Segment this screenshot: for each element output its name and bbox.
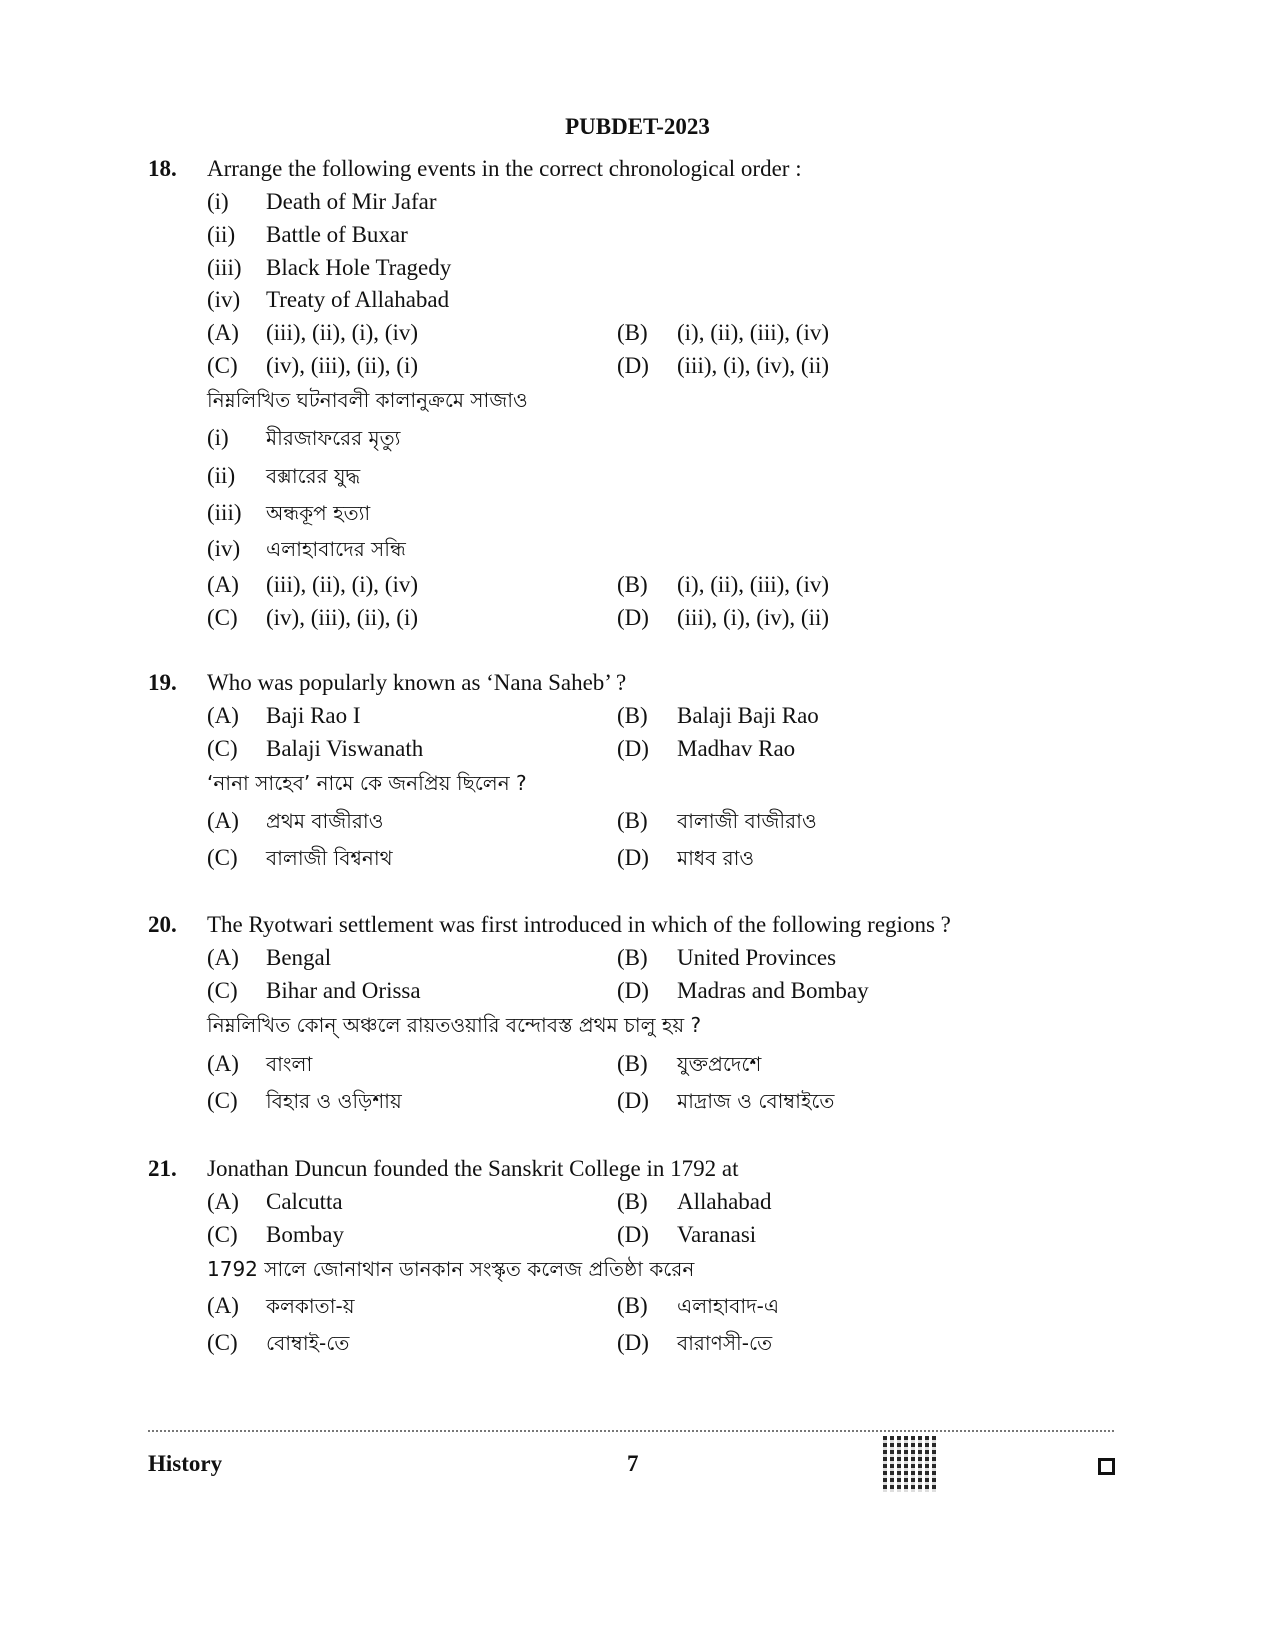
question-stem-en: Jonathan Duncun founded the Sanskrit College in 1792 at xyxy=(207,1156,739,1181)
option-text: যুক্তপ্রদেশে xyxy=(677,1052,762,1076)
option-key: (B) xyxy=(617,808,648,833)
question-stem-bn: নিম্নলিখিত ঘটনাবলী কালানুক্রমে সাজাও xyxy=(207,388,528,412)
option-text: Madhav Rao xyxy=(677,736,796,761)
option-text: Calcutta xyxy=(266,1189,343,1214)
option-text: (iv), (iii), (ii), (i) xyxy=(266,605,419,630)
item-text: অন্ধকূপ হত্যা xyxy=(266,501,371,525)
question-number: 21. xyxy=(148,1156,177,1181)
option-key: (D) xyxy=(617,605,649,630)
page-header-title: PUBDET-2023 xyxy=(565,114,710,139)
question-stem-en: Arrange the following events in the correct chronological order : xyxy=(207,156,802,181)
option-text: (i), (ii), (iii), (iv) xyxy=(677,572,830,597)
option-text: (iii), (ii), (i), (iv) xyxy=(266,320,419,345)
option-key: (B) xyxy=(617,1293,648,1318)
item-mark: (ii) xyxy=(207,222,236,247)
item-text: Death of Mir Jafar xyxy=(266,189,437,214)
option-text: বোম্বাই-তে xyxy=(266,1331,350,1355)
option-text: Bihar and Orissa xyxy=(266,978,421,1003)
option-key: (D) xyxy=(617,353,649,378)
option-text: (i), (ii), (iii), (iv) xyxy=(677,320,830,345)
option-key: (B) xyxy=(617,1189,648,1214)
option-text: মাধব রাও xyxy=(677,846,755,870)
option-key: (C) xyxy=(207,1222,238,1247)
option-key: (A) xyxy=(207,1189,239,1214)
item-mark: (iii) xyxy=(207,255,242,280)
option-key: (C) xyxy=(207,978,238,1003)
item-mark: (iv) xyxy=(207,536,241,561)
option-key: (B) xyxy=(617,320,648,345)
option-text: কলকাতা-য় xyxy=(266,1294,355,1318)
item-mark: (ii) xyxy=(207,463,236,488)
question-number: 19. xyxy=(148,670,177,695)
option-key: (A) xyxy=(207,1051,239,1076)
option-key: (D) xyxy=(617,1222,649,1247)
option-key: (D) xyxy=(617,1330,649,1355)
page-number: 7 xyxy=(627,1451,639,1476)
option-text: প্রথম বাজীরাও xyxy=(266,809,384,833)
option-key: (C) xyxy=(207,353,238,378)
question-number: 18. xyxy=(148,156,177,181)
option-key: (B) xyxy=(617,1051,648,1076)
option-text: Bombay xyxy=(266,1222,344,1247)
option-key: (C) xyxy=(207,1330,238,1355)
question-stem-bn: নিম্নলিখিত কোন্ অঞ্চলে রায়তওয়ারি বন্দোবস্ত প্রথম চালু হয় ? xyxy=(207,1013,702,1037)
option-key: (C) xyxy=(207,736,238,761)
item-text: Battle of Buxar xyxy=(266,222,408,247)
option-key: (A) xyxy=(207,1293,239,1318)
item-text: Treaty of Allahabad xyxy=(266,287,450,312)
option-text: Allahabad xyxy=(677,1189,772,1214)
option-text: মাদ্রাজ ও বোম্বাইতে xyxy=(677,1089,835,1113)
option-text: বালাজী বিশ্বনাথ xyxy=(266,846,393,870)
option-text: (iv), (iii), (ii), (i) xyxy=(266,353,419,378)
footer-subject: History xyxy=(148,1451,223,1476)
option-text: (iii), (ii), (i), (iv) xyxy=(266,572,419,597)
question-stem-bn: 1792 সালে জোনাথান ডানকান সংস্কৃত কলেজ প্রতিষ্ঠা করেন xyxy=(207,1257,695,1281)
item-text: Black Hole Tragedy xyxy=(266,255,452,280)
option-key: (C) xyxy=(207,605,238,630)
item-text: এলাহাবাদের সন্ধি xyxy=(266,537,406,561)
option-key: (A) xyxy=(207,808,239,833)
item-mark: (iv) xyxy=(207,287,241,312)
option-key: (A) xyxy=(207,945,239,970)
option-text: (iii), (i), (iv), (ii) xyxy=(677,605,830,630)
option-text: United Provinces xyxy=(677,945,837,970)
option-text: Balaji Viswanath xyxy=(266,736,424,761)
option-key: (A) xyxy=(207,320,239,345)
option-key: (B) xyxy=(617,945,648,970)
item-text: বক্সারের যুদ্ধ xyxy=(266,464,361,488)
option-text: Madras and Bombay xyxy=(677,978,869,1003)
option-text: বালাজী বাজীরাও xyxy=(677,809,817,833)
item-text: মীরজাফরের মৃত্যু xyxy=(266,426,401,450)
option-key: (C) xyxy=(207,845,238,870)
item-mark: (iii) xyxy=(207,500,242,525)
option-text: Varanasi xyxy=(677,1222,757,1247)
option-key: (D) xyxy=(617,845,649,870)
option-text: Bengal xyxy=(266,945,332,970)
option-key: (A) xyxy=(207,572,239,597)
option-text: (iii), (i), (iv), (ii) xyxy=(677,353,830,378)
option-key: (B) xyxy=(617,572,648,597)
question-stem-bn: ‘নানা সাহেব’ নামে কে জনপ্রিয় ছিলেন ? xyxy=(207,771,527,795)
option-text: বাংলা xyxy=(266,1052,313,1076)
qr-code-icon xyxy=(883,1436,939,1492)
question-number: 20. xyxy=(148,912,177,937)
option-key: (D) xyxy=(617,978,649,1003)
option-text: বারাণসী-তে xyxy=(677,1331,773,1355)
option-key: (B) xyxy=(617,703,648,728)
option-text: Baji Rao I xyxy=(266,703,361,728)
option-key: (D) xyxy=(617,1088,649,1113)
option-key: (D) xyxy=(617,736,649,761)
option-key: (C) xyxy=(207,1088,238,1113)
item-mark: (i) xyxy=(207,425,229,450)
option-text: এলাহাবাদ-এ xyxy=(677,1294,780,1318)
question-stem-en: Who was popularly known as ‘Nana Saheb’ ? xyxy=(207,670,627,695)
square-marker-icon xyxy=(1098,1458,1115,1475)
option-key: (A) xyxy=(207,703,239,728)
footer-divider xyxy=(148,1430,1114,1432)
question-stem-en: The Ryotwari settlement was first introduced in which of the following regions ? xyxy=(207,912,951,937)
item-mark: (i) xyxy=(207,189,229,214)
option-text: Balaji Baji Rao xyxy=(677,703,819,728)
option-text: বিহার ও ওড়িশায় xyxy=(266,1089,402,1113)
